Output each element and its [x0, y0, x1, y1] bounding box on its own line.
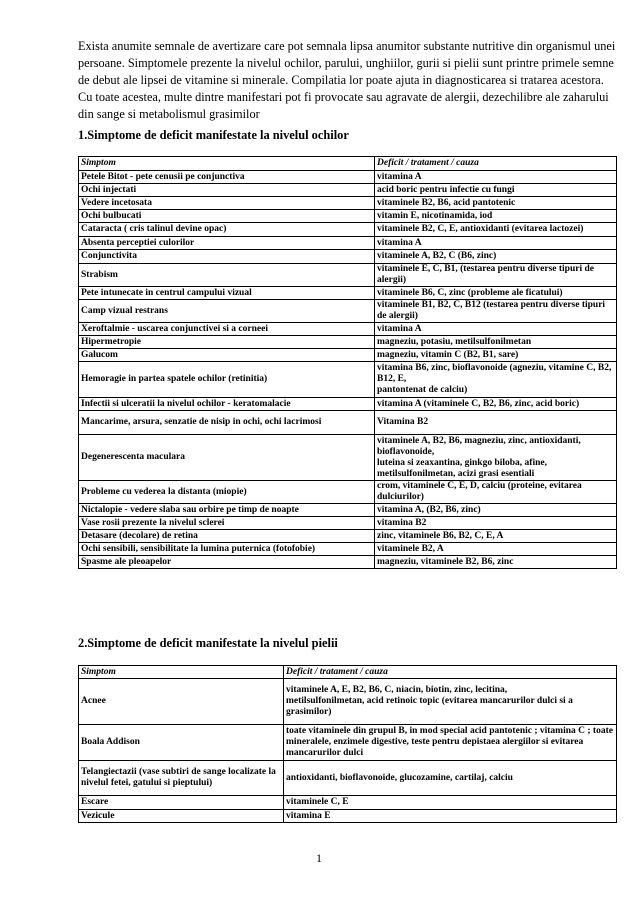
symptom-cell: Camp vizual restrans [79, 300, 375, 323]
deficit-cell: acid boric pentru infectie cu fungi [375, 184, 617, 197]
table-row [79, 556, 617, 569]
table-row [79, 481, 617, 504]
deficit-cell: crom, vitaminele C, E, D, calciu (proteine, evitarea dulciurilor) [375, 481, 617, 504]
table-row [79, 362, 617, 398]
table-row [79, 197, 617, 210]
table-row [79, 210, 617, 223]
deficit-cell: vitaminele C, E [284, 796, 617, 810]
deficit-cell: vitamina A [375, 171, 617, 184]
table-row [79, 223, 617, 237]
deficit-cell: vitamina E [284, 810, 617, 823]
intro-paragraph: Exista anumite semnale de avertizare care pot semnala lipsa anumitor substante nutritive din organismul unei persoane. Simptomele prezente la nivelul ochilor, parului, unghiilor, gurii si pielii sunt printre primele semne de debut ale lipsei de vitamine si minerale. Compilatia lor poate ajuta in diagnosticarea si tratarea acestora. Cu toate acestea, multe dintre manifestari pot fi provocate sau agravate de alergii, dezechilibre ale zaharului din sange si metabolismul grasimilor [78, 39, 616, 121]
symptom-cell: Escare [79, 796, 284, 810]
table-row [79, 517, 617, 530]
column-header-deficit: Deficit / tratament / cauza [375, 157, 617, 171]
table-row [79, 336, 617, 349]
deficit-cell: antioxidanti, bioflavonoide, glucozamine, cartilaj, calciu [284, 761, 617, 796]
deficit-cell: vitamina A [375, 323, 617, 336]
column-header-deficit: Deficit / tratament / cauza [284, 666, 617, 679]
eye-symptoms-table [78, 156, 617, 569]
table-row [79, 398, 617, 411]
table-row [79, 761, 617, 796]
table-header-row [79, 157, 617, 171]
section-1-title: 1.Simptome de deficit manifestate la nivelul ochilor [78, 128, 349, 142]
symptom-cell: Hipermetropie [79, 336, 375, 349]
deficit-cell: vitamina A (vitaminele C, B2, B6, zinc, acid boric) [375, 398, 617, 411]
symptom-cell: Ochi bulbucati [79, 210, 375, 223]
deficit-cell: vitaminele E, C, B1, (testarea pentru diverse tipuri de alergii) [375, 264, 617, 287]
deficit-cell: zinc, vitaminele B6, B2, C, E, A [375, 530, 617, 543]
symptom-cell: Detasare (decolare) de retina [79, 530, 375, 543]
table-header-row [79, 666, 617, 679]
symptom-cell: Probleme cu vederea la distanta (miopie) [79, 481, 375, 504]
symptom-cell: Nictalopie - vedere slaba sau orbire pe timp de noapte [79, 504, 375, 517]
deficit-cell: vitamin E, nicotinamida, iod [375, 210, 617, 223]
deficit-cell: vitamina B6, zinc, bioflavonoide (agneziu, vitamine C, B2, B12, E, pantontenat de calciu) [375, 362, 617, 398]
deficit-cell: magneziu, potasiu, metilsulfonilmetan [375, 336, 617, 349]
symptom-cell: Ochi sensibili, sensibilitate la lumina puternica (fotofobie) [79, 543, 375, 556]
section-2-title: 2.Simptome de deficit manifestate la nivelul pielii [78, 636, 338, 650]
symptom-cell: Acnee [79, 679, 284, 725]
deficit-cell: Vitamina B2 [375, 411, 617, 435]
table-row [79, 543, 617, 556]
deficit-cell: vitaminele B2, C, E, antioxidanti (evitarea lactozei) [375, 223, 617, 237]
deficit-cell: toate vitaminele din grupul B, in mod special acid pantotenic ; vitamina C ; toate mineralele, enzimele digestive, teste pentru depistaea alergiilor si evitarea mancarurilor dulci [284, 725, 617, 761]
symptom-cell: Ochi injectati [79, 184, 375, 197]
symptom-cell: Galucom [79, 349, 375, 362]
symptom-cell: Strabism [79, 264, 375, 287]
table-row [79, 411, 617, 435]
deficit-cell: vitaminele A, B2, B6, magneziu, zinc, antioxidanti, bioflavonoide, luteina si zeaxantina, ginkgo biloba, afine, metilsulfonilmetan, acizi grasi esentiali [375, 435, 617, 481]
table-row [79, 725, 617, 761]
symptom-cell: Vedere incetosata [79, 197, 375, 210]
table-row [79, 237, 617, 250]
symptom-cell: Spasme ale pleoapelor [79, 556, 375, 569]
deficit-cell: vitamina A [375, 237, 617, 250]
table-row [79, 184, 617, 197]
table-row [79, 796, 617, 810]
table-row [79, 679, 617, 725]
deficit-cell: vitaminele B6, C, zinc (probleme ale ficatului) [375, 287, 617, 300]
deficit-cell: vitaminele A, B2, C (B6, zinc) [375, 250, 617, 264]
table-row [79, 300, 617, 323]
page-number: 1 [316, 851, 322, 865]
table-row [79, 287, 617, 300]
deficit-cell: magneziu, vitaminele B2, B6, zinc [375, 556, 617, 569]
symptom-cell: Hemoragie in partea spatele ochilor (retinitia) [79, 362, 375, 398]
symptom-cell: Conjunctivita [79, 250, 375, 264]
deficit-cell: magneziu, vitamin C (B2, B1, sare) [375, 349, 617, 362]
symptom-cell: Telangiectazii (vase subtiri de sange localizate la nivelul fetei, gatului si pieptului) [79, 761, 284, 796]
table-row [79, 264, 617, 287]
deficit-cell: vitamina A, (B2, B6, zinc) [375, 504, 617, 517]
symptom-cell: Pete intunecate in centrul campului vizual [79, 287, 375, 300]
table-row [79, 530, 617, 543]
symptom-cell: Petele Bitot - pete cenusii pe conjunctiva [79, 171, 375, 184]
table-row [79, 504, 617, 517]
document-page [78, 38, 616, 821]
symptom-cell: Infectii si ulceratii la nivelul ochilor - keratomalacie [79, 398, 375, 411]
symptom-cell: Vezicule [79, 810, 284, 823]
table-row [79, 171, 617, 184]
deficit-cell: vitamina B2 [375, 517, 617, 530]
table-row [79, 810, 617, 823]
symptom-cell: Vase rosii prezente la nivelul sclerei [79, 517, 375, 530]
deficit-cell: vitaminele B2, A [375, 543, 617, 556]
symptom-cell: Boala Addison [79, 725, 284, 761]
symptom-cell: Mancarime, arsura, senzatie de nisip in ochi, ochi lacrimosi [79, 411, 375, 435]
table-row [79, 250, 617, 264]
skin-symptoms-table [78, 665, 617, 823]
column-header-symptom: Simptom [79, 666, 284, 679]
table-row [79, 349, 617, 362]
symptom-cell: Cataracta ( cris talinul devine opac) [79, 223, 375, 237]
symptom-cell: Absenta perceptiei culorilor [79, 237, 375, 250]
column-header-symptom: Simptom [79, 157, 375, 171]
deficit-cell: vitaminele B2, B6, acid pantotenic [375, 197, 617, 210]
table-row [79, 435, 617, 481]
symptom-cell: Degenerescenta maculara [79, 435, 375, 481]
deficit-cell: vitaminele B1, B2, C, B12 (testarea pentru diverse tipuri de alergii) [375, 300, 617, 323]
deficit-cell: vitaminele A, E, B2, B6, C, niacin, biotin, zinc, lecitina, metilsulfonilmetan, acid retinoic topic (evitarea mancarurilor dulci si a grasimilor) [284, 679, 617, 725]
symptom-cell: Xeroftalmie - uscarea conjunctivei si a corneei [79, 323, 375, 336]
table-row [79, 323, 617, 336]
